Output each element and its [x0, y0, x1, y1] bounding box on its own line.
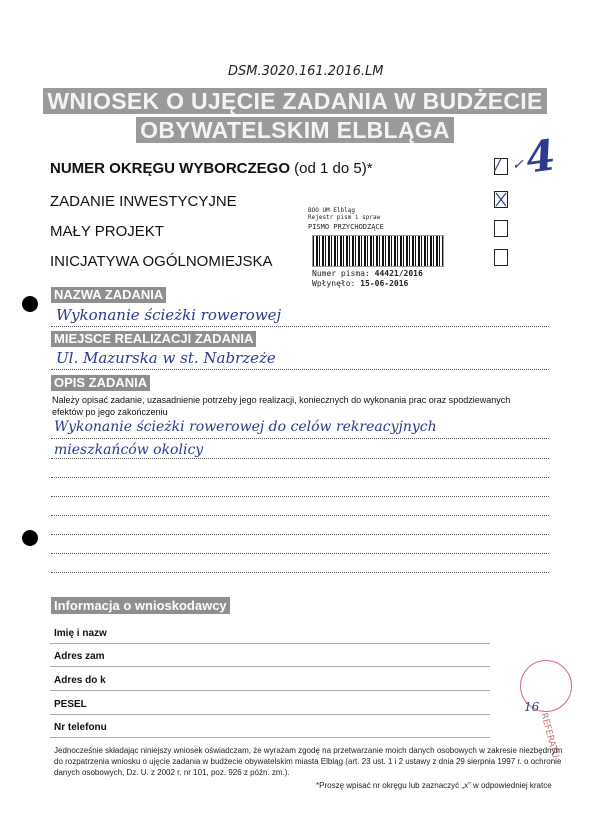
- description-value-line1: Wykonanie ścieżki rowerowej do celów rekreacyjnych: [54, 419, 437, 435]
- district-handwritten-value: 4: [522, 130, 559, 183]
- option-investment-checkbox[interactable]: [494, 191, 508, 208]
- description-line-5: [51, 515, 549, 516]
- stamp-received-row: Wpłynęło: 15-06-2016: [312, 279, 409, 288]
- applicant-field-pesel: PESEL: [54, 699, 87, 710]
- task-name-line: [51, 326, 549, 327]
- description-line-3: [51, 477, 549, 478]
- location-value: Ul. Mazurska w st. Nabrzeże: [56, 349, 276, 367]
- description-value-line2: mieszkańców okolicy: [54, 442, 204, 458]
- punch-hole-top: [22, 296, 38, 312]
- registry-stamp: [308, 207, 448, 293]
- description-line-8: [51, 572, 549, 573]
- applicant-line-phone: [50, 737, 490, 738]
- district-box[interactable]: [494, 155, 508, 175]
- barcode: [312, 235, 444, 267]
- location-line: [51, 369, 549, 370]
- task-name-value: Wykonanie ścieżki rowerowej: [56, 306, 282, 324]
- consent-line2: do rozpatrzenia wniosku o ujęcie zadania w budżecie obywatelskim miasta Elbląg (art. 23 ust. 1 i 2 ustawy z dnia 29 sierpnia 1997 r. o ochronie: [54, 757, 562, 766]
- description-line-6: [51, 534, 549, 535]
- applicant-section-label: Informacja o wnioskodawcy: [51, 597, 230, 614]
- applicant-field-mailing-address: Adres do k: [54, 675, 106, 686]
- option-small-project-checkbox[interactable]: [494, 220, 508, 237]
- task-name-label: NAZWA ZADANIA: [51, 287, 166, 303]
- district-handwritten-mark: /: [495, 155, 501, 174]
- description-line-1: [51, 438, 549, 439]
- document-title-line1: WNIOSEK O UJĘCIE ZADANIA W BUDŻECIE: [0, 88, 590, 115]
- stamp-line1: BOO UM Elbląg: [308, 207, 355, 214]
- consent-line3: danych osobowych, Dz. U. z 2002 r. nr 101, poz. 926 z późn. zm.).: [54, 768, 290, 777]
- option-small-project-label: MAŁY PROJEKT: [50, 223, 164, 240]
- stamp-type: PISMO PRZYCHODZĄCE: [308, 223, 384, 231]
- applicant-line-pesel: [50, 714, 490, 715]
- punch-hole-bottom: [22, 530, 38, 546]
- district-hint: (od 1 do 5)*: [294, 160, 373, 177]
- district-label: NUMER OKRĘGU WYBORCZEGO: [50, 160, 290, 177]
- x-mark-icon: [495, 192, 507, 207]
- document-title-line2: OBYWATELSKIM ELBLĄGA: [0, 117, 590, 144]
- applicant-field-address: Adres zam: [54, 651, 105, 662]
- red-stamp-text: REFERATU: [538, 712, 560, 760]
- applicant-line-mailing: [50, 690, 490, 691]
- description-instruction: Należy opisać zadanie, uzasadnienie potrzeby jego realizacji, koniecznych do wykonania prac oraz spodziewanych efektów po jego zakończeniu: [52, 395, 511, 417]
- district-row: [50, 160, 373, 177]
- footnote-instruction: *Proszę wpisać nr okręgu lub zaznaczyć „x” w odpowiedniej kratce: [316, 781, 552, 790]
- location-label: MIEJSCE REALIZACJI ZADANIA: [51, 331, 256, 347]
- applicant-field-phone: Nr telefonu: [54, 722, 107, 733]
- applicant-line-address: [50, 666, 490, 667]
- description-line-4: [51, 496, 549, 497]
- description-line-2: [51, 458, 549, 459]
- consent-line1: Jednocześnie składając niniejszy wniosek oświadczam, że wyrażam zgodę na przetwarzanie moich danych osobowych w zakresie niezbędnym: [54, 746, 563, 755]
- description-line-7: [51, 553, 549, 554]
- reference-number: DSM.3020.161.2016.LM: [228, 64, 384, 79]
- option-investment-label: ZADANIE INWESTYCYJNE: [50, 193, 237, 210]
- applicant-field-name: Imię i nazw: [54, 628, 107, 639]
- option-city-initiative-label: INICJATYWA OGÓLNOMIEJSKA: [50, 253, 273, 270]
- description-label: OPIS ZADANIA: [51, 375, 150, 391]
- option-city-initiative-checkbox[interactable]: [494, 249, 508, 266]
- stamp-number-row: Numer pisma: 44421/2016: [312, 269, 423, 278]
- applicant-line-name: [50, 643, 490, 644]
- red-stamp-handwritten: 16: [524, 700, 540, 714]
- stamp-line2: Rejestr pism i spraw: [308, 214, 381, 221]
- district-check-mark: ✓: [512, 157, 524, 173]
